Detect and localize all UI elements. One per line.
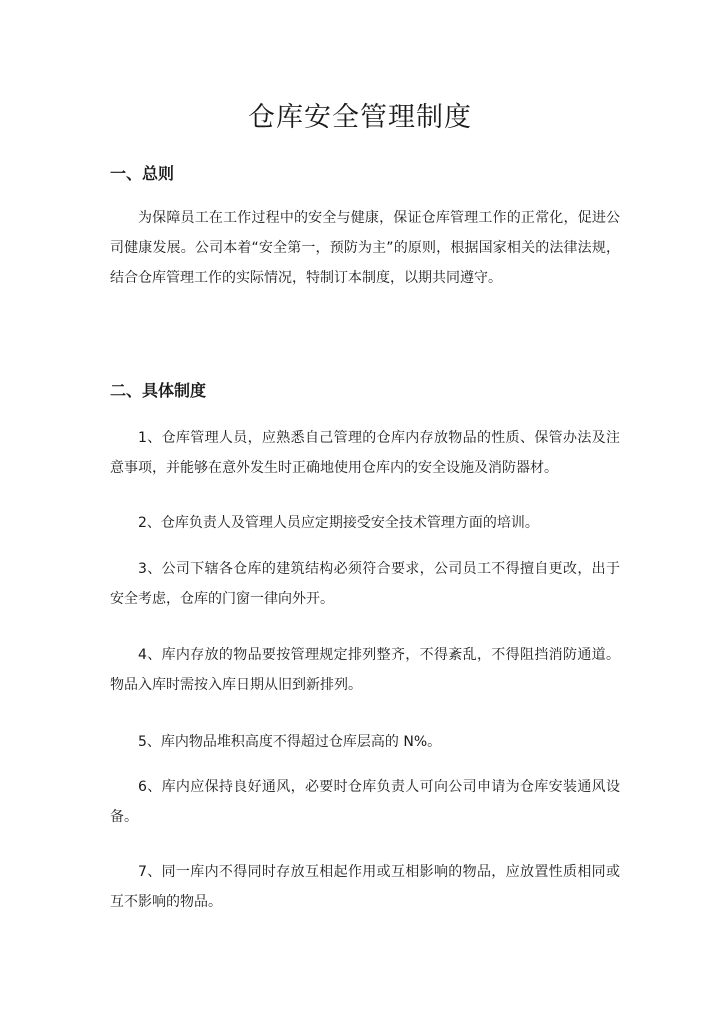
- rule-item-6: 6、库内应保持良好通风，必要时仓库负责人可向公司申请为仓库安装通风设备。: [110, 779, 620, 825]
- rule-item-4: 4、库内存放的物品要按管理规定排列整齐，不得紊乱，不得阻挡消防通道。物品入库时需按入库日期从旧到新排列。: [110, 647, 620, 693]
- section-heading-rules: 二、具体制度: [110, 381, 207, 400]
- rule-item-1: 1、仓库管理人员，应熟悉自己管理的仓库内存放物品的性质、保管办法及注意事项，并能够在意外发生时正确地使用仓库内的安全设施及消防器材。: [110, 430, 620, 476]
- rule-item-3: 3、公司下辖各仓库的建筑结构必须符合要求，公司员工不得擅自更改，出于安全考虑，仓库的门窗一律向外开。: [110, 561, 620, 607]
- section-heading-general: 一、总则: [110, 164, 175, 183]
- rule-item-7: 7、同一库内不得同时存放互相起作用或互相影响的物品，应放置性质相同或互不影响的物品。: [110, 864, 620, 910]
- rule-item-5: 5、库内物品堆积高度不得超过仓库层高的 N%。: [138, 734, 442, 750]
- paragraph-general: 为保障员工在工作过程中的安全与健康，保证仓库管理工作的正常化，促进公司健康发展。公司本着“安全第一，预防为主”的原则，根据国家相关的法律法规，结合仓库管理工作的实际情况，特制订本制度，以期共同遵守。: [110, 210, 620, 286]
- rule-item-2: 2、仓库负责人及管理人员应定期接受安全技术管理方面的培训。: [138, 515, 539, 531]
- document-title: 仓库安全管理制度: [248, 102, 472, 133]
